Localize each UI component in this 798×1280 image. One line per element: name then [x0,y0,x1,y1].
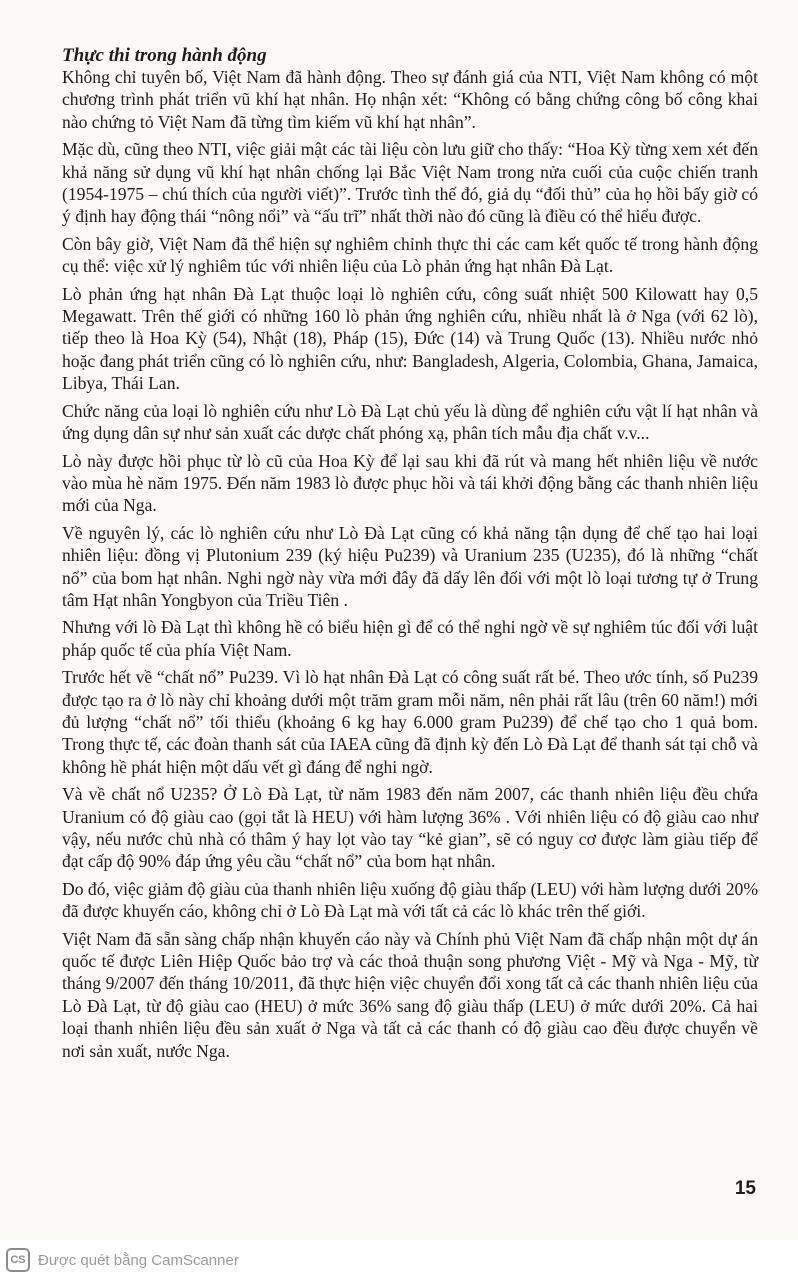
scanner-watermark-text: Được quét bằng CamScanner [38,1251,239,1269]
paragraph: Nhưng với lò Đà Lạt thì không hề có biểu hiện gì để có thể nghi ngờ về sự nghiêm túc đối với luật pháp quốc tế của phía Việt Nam. [62,617,758,660]
paragraph: Chức năng của loại lò nghiên cứu như Lò Đà Lạt chủ yếu là dùng để nghiên cứu vật lí hạt nhân và ứng dụng dân sự như sản xuất các dược chất phóng xạ, phân tích mẫu địa chất v.v... [62,400,758,444]
paragraph: Mặc dù, cũng theo NTI, việc giải mật các tài liệu còn lưu giữ cho thấy: “Hoa Kỳ từng xem xét đến khả năng sử dụng vũ khí hạt nhân chống lại Bắc Việt Nam trong nửa cuối của cuộc chiến tranh (1954-1975 – chú thích của người viết)”. Trước tình thế đó, giả dụ “đối thủ” của họ hồi bấy giờ có ý định hay động thái “nông nổi” và “ấu trĩ” nhất thời nào đó cũng là điều có thể hiểu được. [62,139,758,227]
paragraph: Việt Nam đã sẵn sàng chấp nhận khuyến cáo này và Chính phủ Việt Nam đã chấp nhận một dự án quốc tế được Liên Hiệp Quốc bảo trợ và các thoả thuận song phương Việt - Mỹ và Nga - Mỹ, từ tháng 9/2007 đến tháng 10/2011, đã thực hiện việc chuyển đổi xong tất cả các thanh nhiên liệu của Lò Đà Lạt, từ độ giàu cao (HEU) ở mức 36% sang độ giàu thấp (LEU) ở mức dưới 20%. Cả hai loại thanh nhiên liệu đều sản xuất ở Nga và tất cả các thanh có độ giàu cao đều được chuyển về nơi sản xuất, nước Nga. [62,928,758,1061]
paragraph: Lò phản ứng hạt nhân Đà Lạt thuộc loại lò nghiên cứu, công suất nhiệt 500 Kilowatt hay 0,5 Megawatt. Trên thế giới có những 160 lò phản ứng nghiên cứu, nhiều nhất là ở Nga (với 62 lò), tiếp theo là Hoa Kỳ (54), Nhật (18), Pháp (15), Đức (14) và Trung Quốc (13). Nhiều nước nhỏ hoặc đang phát triển cũng có lò nghiên cứu, như: Bangladesh, Algeria, Colombia, Ghana, Jamaica, Libya, Thái Lan. [62,283,758,394]
paragraph: Và về chất nổ U235? Ở Lò Đà Lạt, từ năm 1983 đến năm 2007, các thanh nhiên liệu đều chứa Uranium có độ giàu cao (gọi tắt là HEU) với hàm lượng 36% . Với nhiên liệu có độ giàu cao như vậy, nếu nước chủ nhà có thâm ý hay lọt vào tay “kẻ gian”, sẽ có nguy cơ được làm giàu tiếp để đạt cấp độ 90% đáp ứng yêu cầu “chất nổ” của bom hạt nhân. [62,784,758,872]
paragraph: Lò này được hồi phục từ lò cũ của Hoa Kỳ để lại sau khi đã rút và mang hết nhiên liệu về nước vào mùa hè năm 1975. Đến năm 1983 lò được phục hồi và tái khởi động bằng các thanh nhiên liệu mới của Nga. [62,450,758,516]
body-text [62,66,758,1067]
page-number: 15 [734,1178,756,1199]
camscanner-logo-icon: CS [6,1248,30,1272]
camscanner-footer [0,1240,798,1280]
section-heading: Thực thi trong hành động [62,45,267,66]
paragraph: Còn bây giờ, Việt Nam đã thể hiện sự nghiêm chỉnh thực thi các cam kết quốc tế trong hành động cụ thể: việc xử lý nghiêm túc với nhiên liệu của Lò phản ứng hạt nhân Đà Lạt. [62,233,758,277]
paragraph: Không chỉ tuyên bố, Việt Nam đã hành động. Theo sự đánh giá của NTI, Việt Nam không có một chương trình phát triển vũ khí hạt nhân. Họ nhận xét: “Không có bằng chứng công bố công khai nào chứng tỏ Việt Nam đã từng tìm kiếm vũ khí hạt nhân”. [62,67,758,132]
paragraph: Trước hết về “chất nổ” Pu239. Vì lò hạt nhân Đà Lạt có công suất rất bé. Theo ước tính, số Pu239 được tạo ra ở lò này chỉ khoảng dưới một trăm gram mỗi năm, nên phải rất lâu (trên 60 năm!) mới đủ lượng “chất nổ” tối thiểu (khoảng 6 kg hay 6.000 gram Pu239) để chế tạo cho 1 quả bom. Trong thực tế, các đoàn thanh sát của IAEA cũng đã định kỳ đến Lò Đà Lạt để thanh sát tại chỗ và không hề phát hiện một dấu vết gì đáng để nghi ngờ. [62,667,758,777]
paragraph: Về nguyên lý, các lò nghiên cứu như Lò Đà Lạt cũng có khả năng tận dụng để chế tạo hai loại nhiên liệu: đồng vị Plutonium 239 (ký hiệu Pu239) và Uranium 235 (U235), đó là những “chất nổ” của bom hạt nhân. Nghi ngờ này vừa mới đây đã dấy lên đối với một lò loại tương tự ở Trung tâm Hạt nhân Yongbyon của Triều Tiên . [62,522,758,610]
paragraph: Do đó, việc giảm độ giàu của thanh nhiên liệu xuống độ giàu thấp (LEU) với hàm lượng dưới 20% đã được khuyến cáo, không chỉ ở Lò Đà Lạt mà với tất cả các lò khác trên thế giới. [62,878,758,922]
